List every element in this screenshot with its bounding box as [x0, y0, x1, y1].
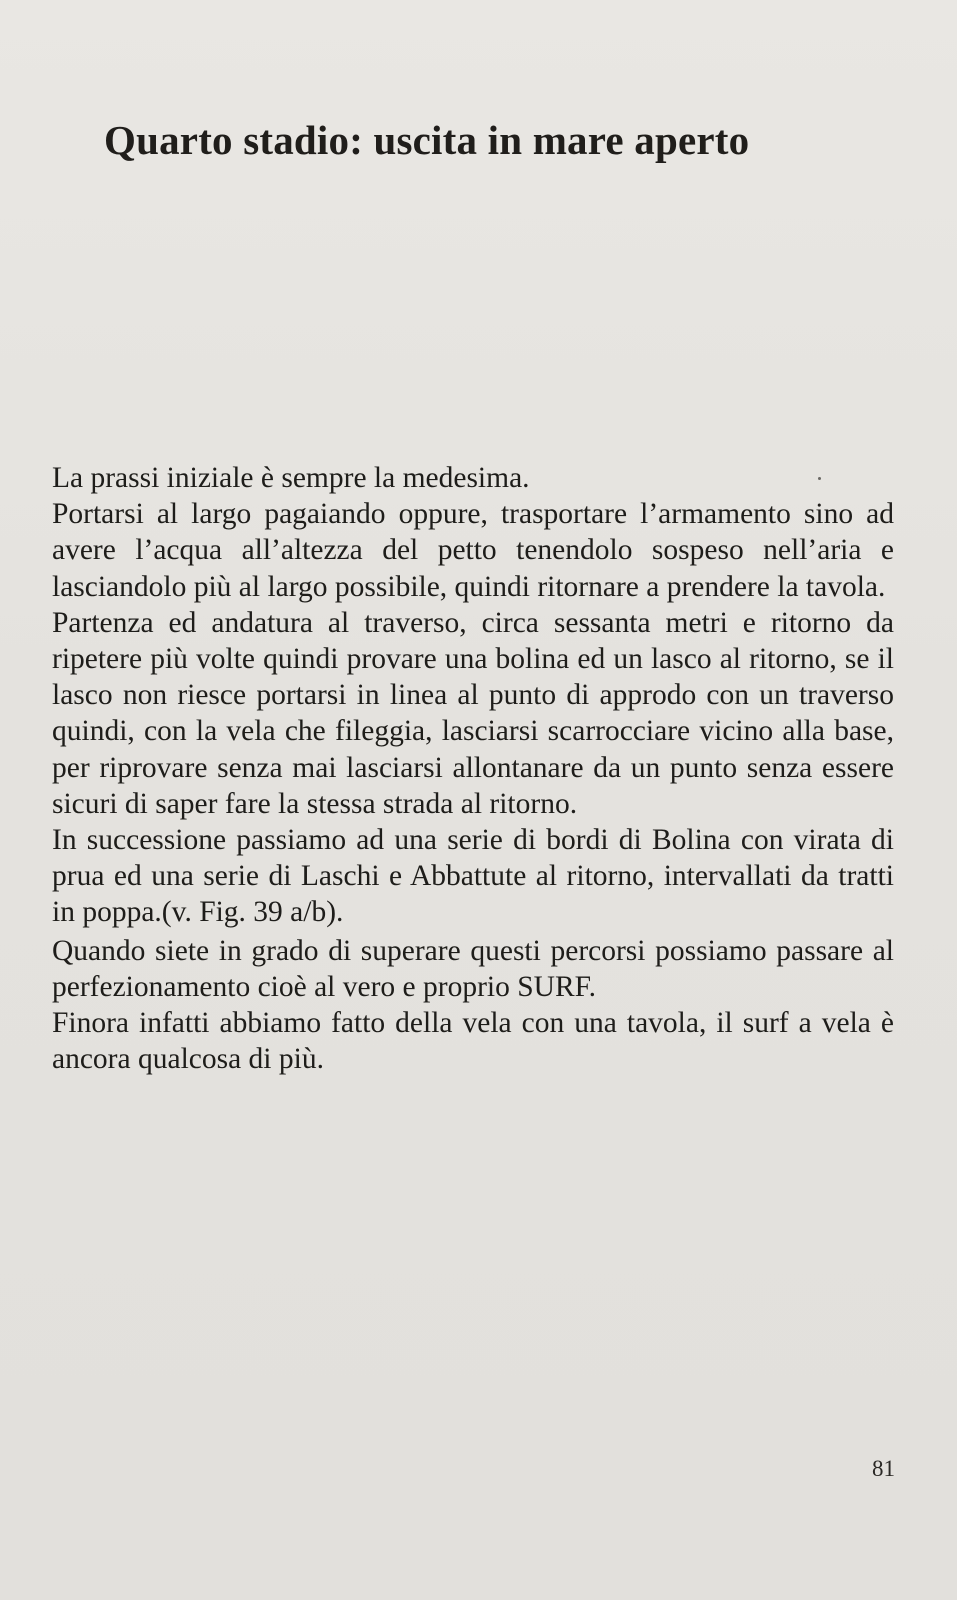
paragraph-5: Quando siete in grado di superare questi percorsi possiamo passare al perfezionamento cioè al vero e proprio SURF. — [52, 934, 894, 1003]
paragraph-6: Finora infatti abbiamo fatto della vela con una tavola, il surf a vela è ancora qualcosa di più. — [52, 1007, 894, 1076]
paragraph-1: La prassi iniziale è sempre la medesima. — [52, 462, 530, 494]
chapter-title: Quarto stadio: uscita in mare aperto — [104, 117, 750, 163]
paragraph-3: Partenza ed andatura al traverso, circa sessanta metri e ritorno da ripetere più volte quindi provare una bolina ed un lasco al ritorno, se il lasco non riesce portarsi in linea al punto di approdo con un traverso quindi, con la vela che fileggia, lasciarsi scarrocciare vicino alla base, per riprovare senza mai lasciarsi allontanare da un punto senza essere sicuri di saper fare la stessa strada al ritorno. — [52, 606, 894, 820]
paragraph-4: In successione passiamo ad una serie di bordi di Bolina con virata di prua ed una serie di Laschi e Abbattute al ritorno, intervallati da tratti in poppa.(v. Fig. 39 a/b). — [52, 824, 894, 929]
page-number: 81 — [872, 1456, 895, 1481]
body-text — [52, 460, 894, 1077]
paragraph-2: Portarsi al largo pagaiando oppure, trasportare l’armamento sino ad avere l’acqua all’altezza del petto tenendolo sospeso nell’aria e lasciandolo più al largo possibile, quindi ritornare a prendere la tavola. — [52, 498, 894, 603]
